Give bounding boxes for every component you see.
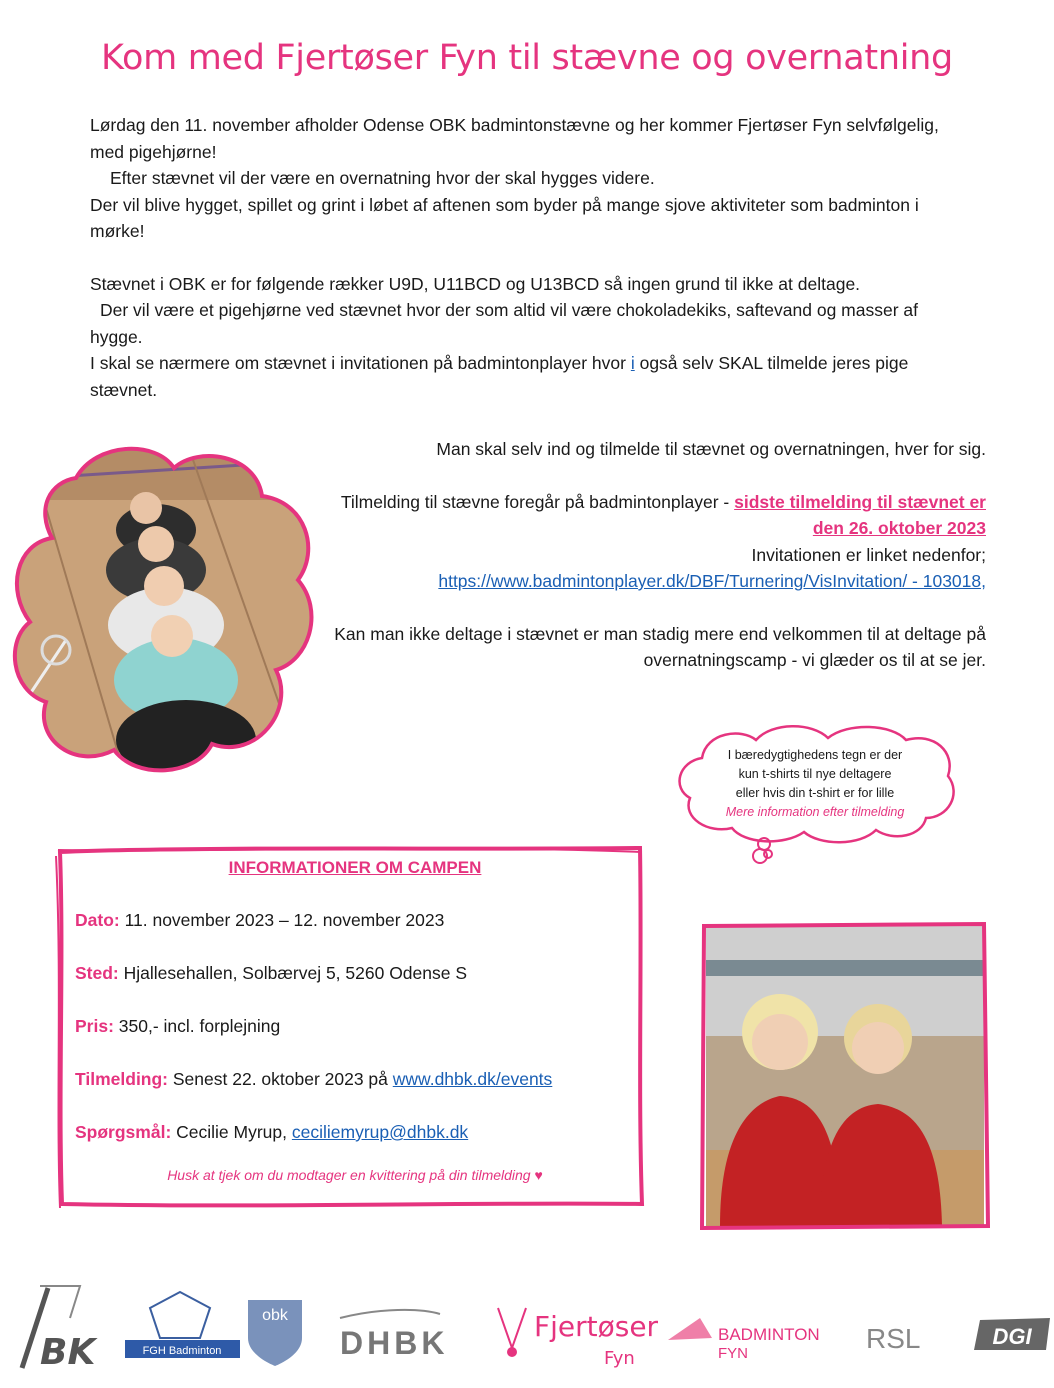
dgi-logo xyxy=(974,1318,1050,1350)
registration-info xyxy=(330,436,986,674)
fgh-badminton-logo xyxy=(125,1292,240,1358)
dhbk-logo-text: DHBK xyxy=(340,1325,449,1361)
fjertoser-logo-text: Fyn xyxy=(604,1348,635,1369)
girls-lying-photo xyxy=(6,440,322,780)
rsl-logo: RSL xyxy=(866,1323,921,1354)
deadline-highlight: sidste tilmelding til stævnet er den 26. oktober 2023 xyxy=(734,491,986,538)
intro-text xyxy=(90,112,960,403)
intro-paragraph: Efter stævnet vil der være en overnatning hvor der skal hygges videre. xyxy=(110,168,655,188)
badminton-fyn-text: FYN xyxy=(718,1345,748,1362)
fgh-logo-text: FGH Badminton xyxy=(142,1345,222,1357)
registration-line: Invitationen er linket nedenfor; xyxy=(751,544,986,565)
thought-note: Mere information efter tilmelding xyxy=(725,805,905,819)
registration-text: Tilmelding til stævne foregår på badmintonplayer - xyxy=(340,491,735,512)
info-row-tilmelding xyxy=(75,1067,635,1091)
info-value: Cecilie Myrup, xyxy=(171,1122,292,1142)
intro-text-part: I skal se nærmere om stævnet i invitationen på badmintonplayer hvor xyxy=(90,353,631,373)
thought-text xyxy=(690,746,940,822)
badminton-fyn-logo xyxy=(668,1318,820,1362)
bk-logo xyxy=(22,1286,98,1373)
thought-line: eller hvis din t-shirt er for lille xyxy=(735,786,895,800)
intro-paragraph: Lørdag den 11. november afholder Odense OBK badmintonstævne og her kommer Fjertøser Fyn selvfølgelig, med pigehjørne! xyxy=(90,115,939,162)
info-row-spoergsmaal xyxy=(75,1120,635,1144)
info-value: Senest 22. oktober 2023 på xyxy=(168,1069,393,1089)
info-label: Tilmelding: xyxy=(75,1069,169,1089)
obk-logo xyxy=(248,1300,302,1366)
page-title: Kom med Fjertøser Fyn til stævne og overnatning xyxy=(101,38,953,78)
dgi-logo-text: DGI xyxy=(992,1324,1032,1349)
info-heading: INFORMATIONER OM CAMPEN xyxy=(228,858,482,877)
info-label: Spørgsmål: xyxy=(75,1122,172,1142)
info-label: Sted: xyxy=(75,963,119,983)
camp-info xyxy=(75,858,635,1183)
info-label: Dato: xyxy=(75,910,120,930)
intro-paragraph xyxy=(90,350,960,403)
obk-logo-text: obk xyxy=(262,1307,288,1324)
receipt-note: Husk at tjek om du modtager en kvittering på din tilmelding ♥ xyxy=(167,1167,543,1183)
dhbk-logo xyxy=(340,1310,448,1361)
info-label: Pris: xyxy=(75,1016,114,1036)
intro-paragraph: Stævnet i OBK er for følgende rækker U9D, U11BCD og U13BCD så ingen grund til ikke at deltage. xyxy=(90,273,861,294)
thought-line: kun t-shirts til nye deltagere xyxy=(738,767,892,781)
registration-line xyxy=(330,568,986,595)
registration-line xyxy=(330,489,986,542)
info-row-sted xyxy=(75,961,635,985)
bk-logo-text: BK xyxy=(40,1332,96,1373)
info-value: Hjallesehallen, Solbærvej 5, 5260 Odense S xyxy=(118,963,468,983)
info-row-dato xyxy=(75,908,635,932)
sponsor-logos xyxy=(0,1278,1054,1378)
invitation-link[interactable]: https://www.badmintonplayer.dk/DBF/Turnering/VisInvitation/ - 103018, xyxy=(438,571,986,591)
thought-line: I bæredygtighedens tegn er der xyxy=(727,748,903,762)
badminton-fyn-text: BADMINTON xyxy=(718,1325,820,1344)
intro-text-part: også selv SKAL tilmelde jeres pige stævnet. xyxy=(90,353,909,400)
registration-line: Kan man ikke deltage i stævnet er man stadig mere end velkommen til at deltage på overnatningscamp - vi glæder os til at se jer. xyxy=(334,623,986,670)
intro-link-i[interactable]: i xyxy=(630,353,635,373)
fjertoser-fyn-logo xyxy=(498,1308,659,1369)
two-girls-photo xyxy=(700,920,990,1232)
info-row-pris xyxy=(75,1014,635,1038)
info-value: 11. november 2023 – 12. november 2023 xyxy=(119,910,445,930)
intro-paragraph: Der vil være et pigehjørne ved stævnet hvor der som altid vil være chokoladekiks, saftevand og masser af hygge. xyxy=(90,300,918,347)
registration-line: Man skal selv ind og tilmelde til stævnet og overnatningen, hver for sig. xyxy=(436,439,986,459)
intro-paragraph: Der vil blive hygget, spillet og grint i løbet af aftenen som byder på mange sjove aktiviteter som badminton i mørke! xyxy=(90,194,919,241)
events-link[interactable]: www.dhbk.dk/events xyxy=(392,1069,553,1089)
info-value: 350,- incl. forplejning xyxy=(113,1016,281,1036)
email-link[interactable]: ceciliemyrup@dhbk.dk xyxy=(291,1122,469,1142)
fjertoser-logo-text: Fjertøser xyxy=(534,1310,659,1343)
